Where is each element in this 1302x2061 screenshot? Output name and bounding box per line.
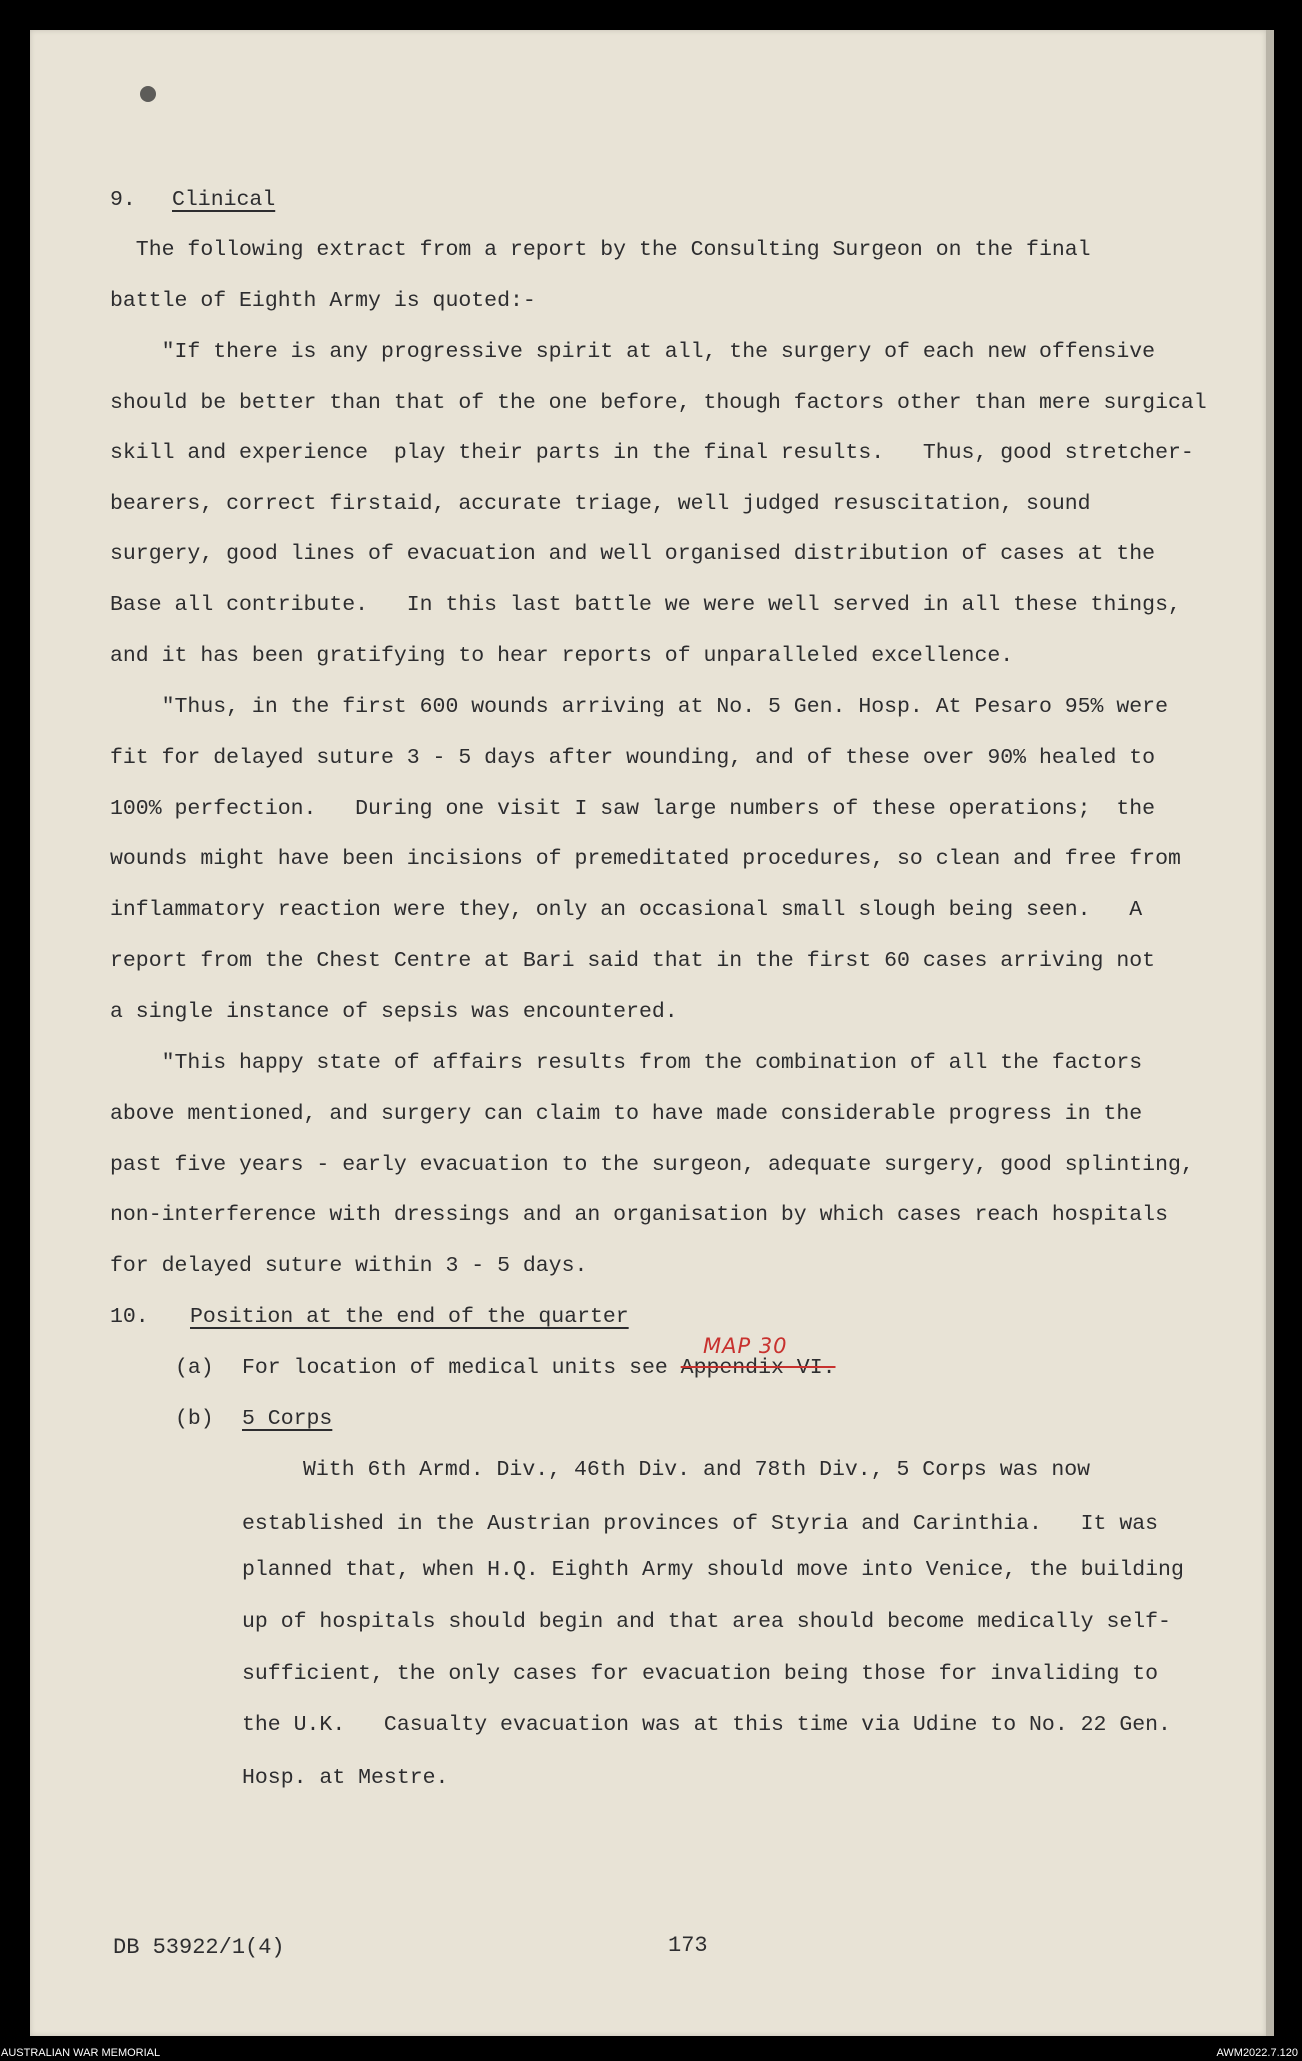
body-line: battle of Eighth Army is quoted:- xyxy=(110,289,536,313)
item-b-label: (b) xyxy=(175,1407,214,1431)
body-line: above mentioned, and surgery can claim to have made considerable progress in the xyxy=(110,1102,1143,1126)
body-line: a single instance of sepsis was encountered. xyxy=(110,1000,678,1024)
body-line: report from the Chest Centre at Bari said that in the first 60 cases arriving not xyxy=(110,949,1156,973)
body-line: sufficient, the only cases for evacuation being those for invaliding to xyxy=(242,1662,1159,1686)
struck-appendix-ref: Appendix VI. xyxy=(680,1356,836,1380)
archive-label-left: AUSTRALIAN WAR MEMORIAL xyxy=(1,2047,161,2059)
item-b-title: 5 Corps xyxy=(242,1407,333,1431)
body-line: "Thus, in the first 600 wounds arriving at No. 5 Gen. Hosp. At Pesaro 95% were xyxy=(110,695,1168,719)
body-line: established in the Austrian provinces of Styria and Carinthia. It was xyxy=(242,1512,1159,1536)
body-line: for delayed suture within 3 - 5 days. xyxy=(110,1254,588,1278)
body-line: "If there is any progressive spirit at all, the surgery of each new offensive xyxy=(110,340,1156,364)
body-line: wounds might have been incisions of premeditated procedures, so clean and free from xyxy=(110,847,1181,871)
body-line: past five years - early evacuation to the surgeon, adequate surgery, good splinting, xyxy=(110,1153,1194,1177)
body-line: Base all contribute. In this last battle we were well served in all these things, xyxy=(110,593,1181,617)
document-reference: DB 53922/1(4) xyxy=(113,1935,285,1960)
body-line: the U.K. Casualty evacuation was at this time via Udine to No. 22 Gen. xyxy=(242,1713,1171,1737)
item-a-body: For location of medical units see xyxy=(242,1356,681,1380)
page-number: 173 xyxy=(668,1933,708,1958)
archive-label-right: AWM2022.7.120 xyxy=(1216,2047,1298,2059)
item-a-label: (a) xyxy=(175,1356,214,1380)
body-line: 100% perfection. During one visit I saw large numbers of these operations; the xyxy=(110,797,1156,821)
section-10-title: Position at the end of the quarter xyxy=(190,1305,629,1329)
body-line: surgery, good lines of evacuation and well organised distribution of cases at the xyxy=(110,542,1156,566)
paper-blemish xyxy=(140,86,156,102)
body-line: "This happy state of affairs results from the combination of all the factors xyxy=(110,1051,1143,1075)
page-edge xyxy=(1266,30,1274,2036)
body-line: fit for delayed suture 3 - 5 days after wounding, and of these over 90% healed to xyxy=(110,746,1156,770)
body-line: up of hospitals should begin and that area should become medically self- xyxy=(242,1610,1171,1634)
section-10-number: 10. xyxy=(110,1305,149,1329)
body-line: skill and experience play their parts in the final results. Thus, good stretcher- xyxy=(110,441,1194,465)
body-line: Hosp. at Mestre. xyxy=(242,1766,449,1790)
section-9-title: Clinical xyxy=(172,188,276,212)
body-line: and it has been gratifying to hear reports of unparalleled excellence. xyxy=(110,644,1014,668)
body-line: should be better than that of the one before, though factors other than mere surgical xyxy=(110,391,1207,415)
body-line: inflammatory reaction were they, only an occasional small slough being seen. A xyxy=(110,898,1143,922)
body-line: The following extract from a report by the Consulting Surgeon on the final xyxy=(110,238,1091,262)
body-line: planned that, when H.Q. Eighth Army should move into Venice, the building xyxy=(242,1558,1184,1582)
section-9-number: 9. xyxy=(110,188,136,212)
item-a-text xyxy=(242,1358,836,1380)
body-line: bearers, correct firstaid, accurate triage, well judged resuscitation, sound xyxy=(110,492,1091,516)
handwritten-map-annotation: MAP 30 xyxy=(703,1334,788,1358)
body-line: non-interference with dressings and an organisation by which cases reach hospitals xyxy=(110,1203,1168,1227)
body-line: With 6th Armd. Div., 46th Div. and 78th Div., 5 Corps was now xyxy=(303,1458,1091,1482)
